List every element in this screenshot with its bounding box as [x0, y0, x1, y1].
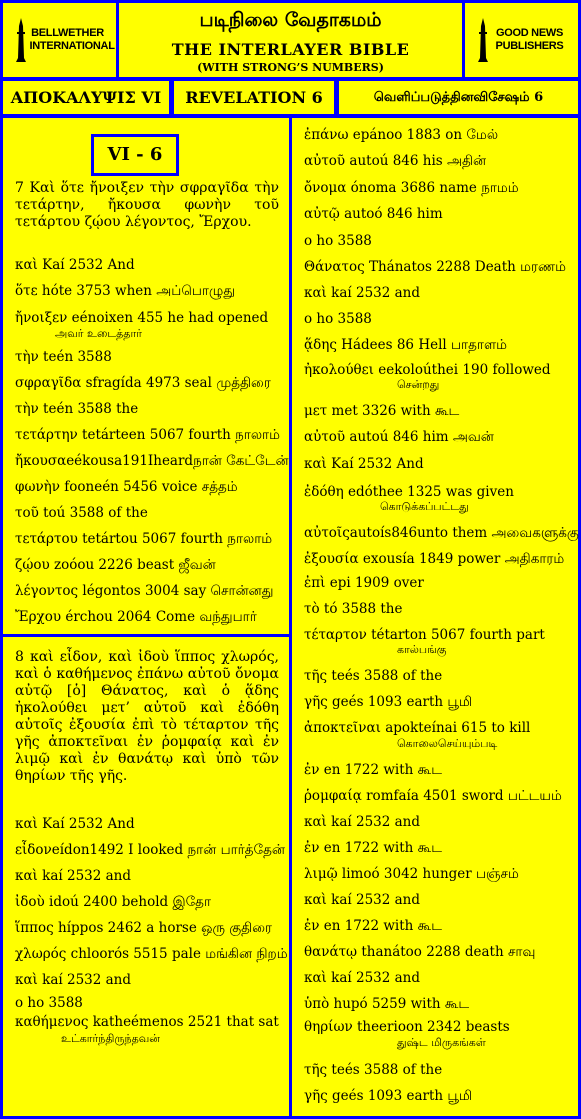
word-row: καὶ Kaí 2532 And: [304, 456, 424, 472]
verse-7-panel: [3, 118, 289, 634]
word-row: τοῦ toú 3588 of the: [15, 505, 148, 521]
word-row: τῆς teés 3588 of the: [304, 1062, 443, 1078]
word-row: ἐδόθη edóthee 1325 was given: [304, 484, 514, 500]
word-gloss: கொடுக்கப்பட்டது: [380, 500, 469, 513]
tower-icon: [476, 18, 490, 62]
word-row: καὶ kaí 2532 and: [304, 970, 421, 986]
word-row: Ἔρχου érchou 2064 Come வந்துபார்: [15, 609, 257, 625]
word-row: αὐτῷ autoó 846 him: [304, 206, 443, 222]
word-row: τὴν teén 3588 the: [15, 401, 139, 417]
verse-7-greek: 7 Καὶ ὅτε ἤνοιξεν τὴν σφραγῖδα τὴν τετάρτην, ἤκουσα φωνὴν τοῦ τετάρτου ζῴου λέγοντος, Ἔρχου.: [15, 180, 279, 230]
word-list-panel: [292, 118, 578, 1116]
word-row: ἐξουσία exousía 1849 power அதிகாரம்: [304, 551, 565, 567]
right-logo-text: GOOD NEWS PUBLISHERS: [495, 27, 564, 52]
word-row: ἐν en 1722 with கூட: [304, 918, 442, 934]
word-row: ὑπὸ hupó 5259 with கூட: [304, 996, 470, 1012]
word-row: τετάρτου tetártou 5067 fourth நாலாம்: [15, 531, 273, 547]
word-row: ᾅδης Hádees 86 Hell பாதாளம்: [304, 337, 507, 353]
left-logo-box: [3, 3, 116, 77]
word-row: τέταρτον tétarton 5067 fourth part: [304, 627, 545, 643]
word-row: σφραγῖδα sfragída 4973 seal முத்திரை: [15, 375, 271, 391]
nav-tamil: வெளிப்படுத்தினவிசேஷம் 6: [339, 81, 578, 114]
word-gloss: கால்பங்கு: [397, 643, 447, 656]
word-row: ἵππος híppos 2462 a horse ஒரு குதிரை: [15, 920, 272, 936]
word-row: ἰδοὺ idoú 2400 behold இதோ: [15, 894, 212, 910]
title-box: [119, 3, 462, 77]
word-row: καὶ kaí 2532 and: [304, 892, 421, 908]
word-row: καὶ Kaí 2532 And: [15, 257, 135, 273]
word-row: ο ho 3588: [15, 995, 83, 1011]
word-gloss: துஷ்ட மிருகங்கள்: [397, 1036, 486, 1049]
word-row: ὄνομα ónoma 3686 name நாமம்: [304, 180, 519, 196]
word-row: τῆς teés 3588 of the: [304, 668, 443, 684]
verse-8-panel: [3, 637, 289, 1116]
word-row: καὶ Kaí 2532 And: [15, 816, 135, 832]
word-row: αὐτοῖςautoís846unto them அவைகளுக்கு: [304, 525, 579, 541]
word-row: ο ho 3588: [304, 233, 372, 249]
word-row: θανάτῳ thanátoo 2288 death சாவு: [304, 944, 536, 960]
word-row: ἀποκτεῖναι apokteínai 615 to kill: [304, 720, 531, 736]
word-row: καὶ kaí 2532 and: [15, 972, 132, 988]
word-row: τὴν teén 3588: [15, 349, 112, 365]
title-subtitle: (WITH STRONG’S NUMBERS): [197, 61, 384, 74]
tower-icon: [14, 18, 28, 62]
word-row: αὐτοῦ autoú 846 him அவன்: [304, 429, 494, 445]
title-english: THE INTERLAYER BIBLE: [171, 40, 410, 59]
word-row: χλωρός chloorós 5515 pale மங்கின நிறம்: [15, 946, 288, 962]
word-row: φωνὴν fooneén 5456 voice சத்தம்: [15, 479, 238, 495]
word-row: γῆς geés 1093 earth பூமி: [304, 694, 473, 710]
word-gloss: அவர் உடைத்தார்: [55, 327, 142, 340]
word-row: ἤνοιξεν eénoixen 455 he had opened: [15, 310, 269, 326]
word-row: τετάρτην tetárteen 5067 fourth நாலாம்: [15, 427, 280, 443]
word-row: ὅτε hóte 3753 when அப்பொழுது: [15, 283, 236, 299]
title-tamil: படிநிலை வேதாகமம்: [199, 9, 382, 31]
nav-english: REVELATION 6: [174, 81, 334, 114]
right-logo-box: [465, 3, 578, 77]
word-row: ἐπὶ epi 1909 over: [304, 575, 424, 591]
left-logo-text: BELLWETHER INTERNATIONAL: [29, 27, 115, 52]
word-row: ἤκουσαeékousa191Iheardநான் கேட்டேன்: [15, 453, 289, 469]
word-row: καθήμενος katheémenos 2521 that sat: [15, 1014, 279, 1030]
word-row: καὶ kaí 2532 and: [304, 814, 421, 830]
word-row: λέγοντος légontos 3004 say சொன்னது: [15, 583, 274, 599]
word-row: εἶδονeídon1492 I looked நான் பார்த்தேன்: [15, 842, 285, 858]
word-row: Θάνατος Thánatos 2288 Death மரணம்: [304, 259, 567, 275]
word-row: ο ho 3588: [304, 311, 372, 327]
word-row: μετ met 3326 with கூட: [304, 403, 460, 419]
word-row: λιμῷ limoó 3042 hunger பஞ்சம்: [304, 866, 519, 882]
word-gloss: சென்றது: [397, 378, 440, 391]
word-row: γῆς geés 1093 earth பூமி: [304, 1088, 473, 1104]
word-row: καὶ kaí 2532 and: [15, 868, 132, 884]
word-row: ζῴου zoóou 2226 beast ஜீவன்: [15, 557, 216, 573]
word-row: ῥομφαίᾳ romfaía 4501 sword பட்டயம்: [304, 788, 562, 804]
word-row: αὐτοῦ autoú 846 his அதின்: [304, 153, 487, 169]
verse-8-greek: 8 καὶ εἶδον, καὶ ἰδοὺ ἵππος χλωρός, καὶ ὁ καθήμενος ἐπάνω αὐτοῦ ὄνομα αὐτῷ [ὁ] Θάνατος, καὶ ὁ ᾅδης ἠκολούθει μετ’ αὐτοῦ καὶ ἐδόθη αὐτοῖς ἐξουσία ἐπὶ τὸ τέταρτον τῆς γῆς ἀποκτεῖναι ἐν ῥομφαίᾳ καὶ ἐν λιμῷ καὶ ἐν θανάτῳ καὶ ὑπὸ τῶν θηρίων τῆς γῆς.: [15, 649, 279, 784]
word-gloss: கொலைசெய்யும்படி: [397, 737, 498, 750]
word-row: ἐπάνω epánoo 1883 on மேல்: [304, 127, 499, 143]
word-row: ἠκολούθει eekoloúthei 190 followed: [304, 362, 551, 378]
word-row: ἐν en 1722 with கூட: [304, 762, 442, 778]
chapter-label: VI - 6: [91, 134, 179, 176]
word-row: ἐν en 1722 with கூட: [304, 840, 442, 856]
nav-greek: ΑΠΟΚΑΛΥΨΙΣ VI: [3, 81, 169, 114]
word-row: καὶ kaí 2532 and: [304, 285, 421, 301]
word-row: τὸ tó 3588 the: [304, 601, 403, 617]
word-row: θηρίων theerioon 2342 beasts: [304, 1019, 510, 1035]
word-gloss: உட்கார்ந்திருந்தவன்: [61, 1032, 160, 1045]
